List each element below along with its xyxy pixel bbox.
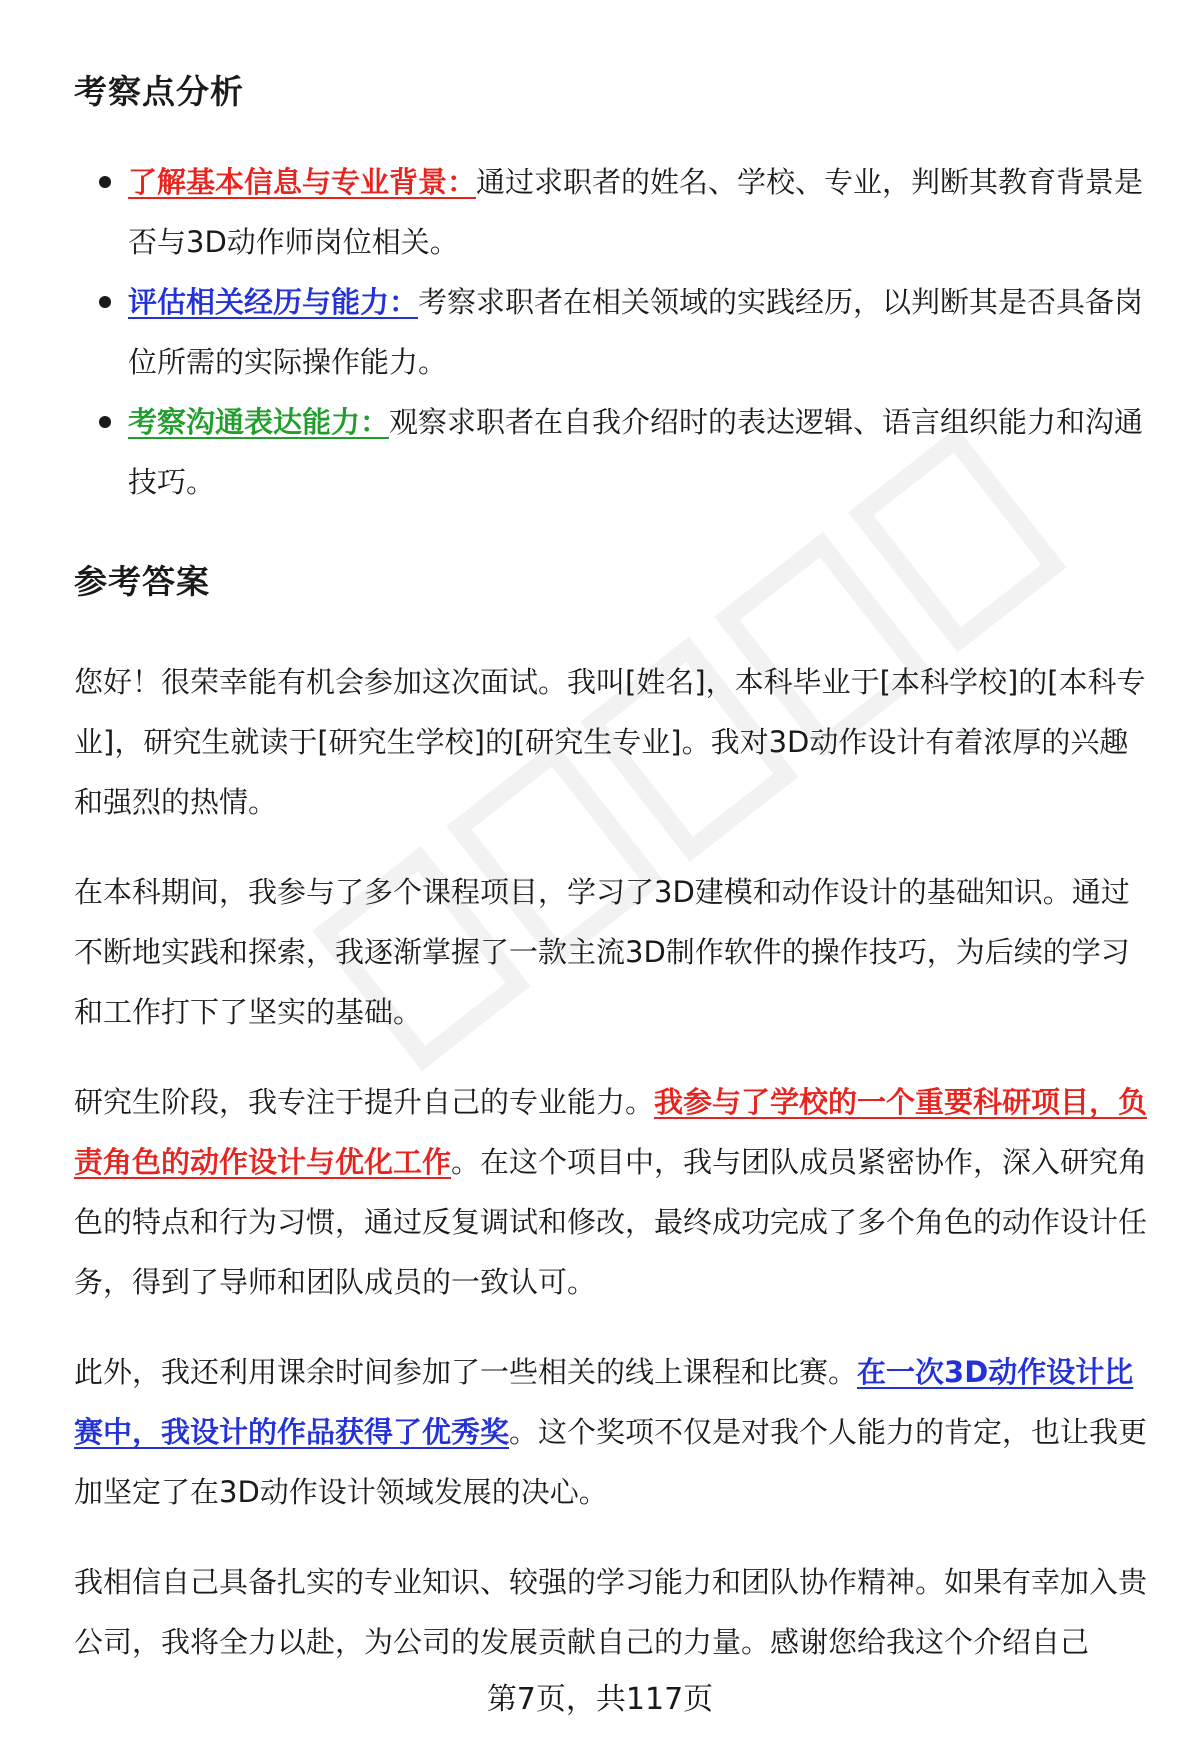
analysis-bullet-list <box>74 152 1150 512</box>
bullet-text: 通过求职者的姓名、学校、专业，判断其教育背景是否与3D动作师岗位相关。 <box>128 165 1144 259</box>
bullet-dot <box>99 296 111 308</box>
paragraph-highlight: 在一次3D动作设计比赛中，我设计的作品获得了优秀奖 <box>74 1355 1134 1449</box>
bullet-text: 观察求职者在自我介绍时的表达逻辑、语言组织能力和沟通技巧。 <box>128 405 1144 499</box>
section-title-analysis: 考察点分析 <box>74 72 244 111</box>
answer-paragraph-2: 在本科期间，我参与了多个课程项目，学习了3D建模和动作设计的基础知识。通过不断地实践和探索，我逐渐掌握了一款主流3D制作软件的操作技巧，为后续的学习和工作打下了坚实的基础。 <box>74 875 1130 1029</box>
answer-paragraph-5: 我相信自己具备扎实的专业知识、较强的学习能力和团队协作精神。如果有幸加入贵公司，我将全力以赴，为公司的发展贡献自己的力量。感谢您给我这个介绍自己 <box>74 1565 1148 1659</box>
bullet-item <box>128 272 1150 392</box>
bullet-dot <box>99 176 111 188</box>
paragraph-text: 。这个奖项不仅是对我个人能力的肯定，也让我更加坚定了在3D动作设计领域发展的决心。 <box>74 1415 1148 1509</box>
answer-paragraph-4 <box>74 1342 1150 1522</box>
page-number: 第7页，共117页 <box>486 1682 714 1717</box>
paragraph-text: 研究生阶段，我专注于提升自己的专业能力。 <box>74 1085 655 1119</box>
answer-paragraph-1: 您好！很荣幸能有机会参加这次面试。我叫[姓名]，本科毕业于[本科学校]的[本科专业]，研究生就读于[研究生学校]的[研究生专业]。我对3D动作设计有着浓厚的兴趣和强烈的热情。 <box>74 665 1146 819</box>
answer-paragraph-3 <box>74 1072 1150 1312</box>
paragraph-text: 此外，我还利用课余时间参加了一些相关的线上课程和比赛。 <box>74 1355 858 1389</box>
paragraph-text: 。在这个项目中，我与团队成员紧密协作，深入研究角色的特点和行为习惯，通过反复调试和修改，最终成功完成了多个角色的动作设计任务，得到了导师和团队成员的一致认可。 <box>74 1145 1148 1299</box>
bullet-highlight: 了解基本信息与专业背景： <box>128 165 477 199</box>
paragraph-highlight: 我参与了学校的一个重要科研项目，负责角色的动作设计与优化工作 <box>74 1085 1148 1179</box>
bullet-highlight: 考察沟通表达能力： <box>128 405 390 439</box>
bullet-dot <box>99 416 111 428</box>
bullet-item <box>128 152 1150 272</box>
section-title-answer: 参考答案 <box>74 562 210 601</box>
bullet-item <box>128 392 1150 512</box>
bullet-text: 考察求职者在相关领域的实践经历，以判断其是否具备岗位所需的实际操作能力。 <box>128 285 1144 379</box>
bullet-highlight: 评估相关经历与能力： <box>128 285 419 319</box>
